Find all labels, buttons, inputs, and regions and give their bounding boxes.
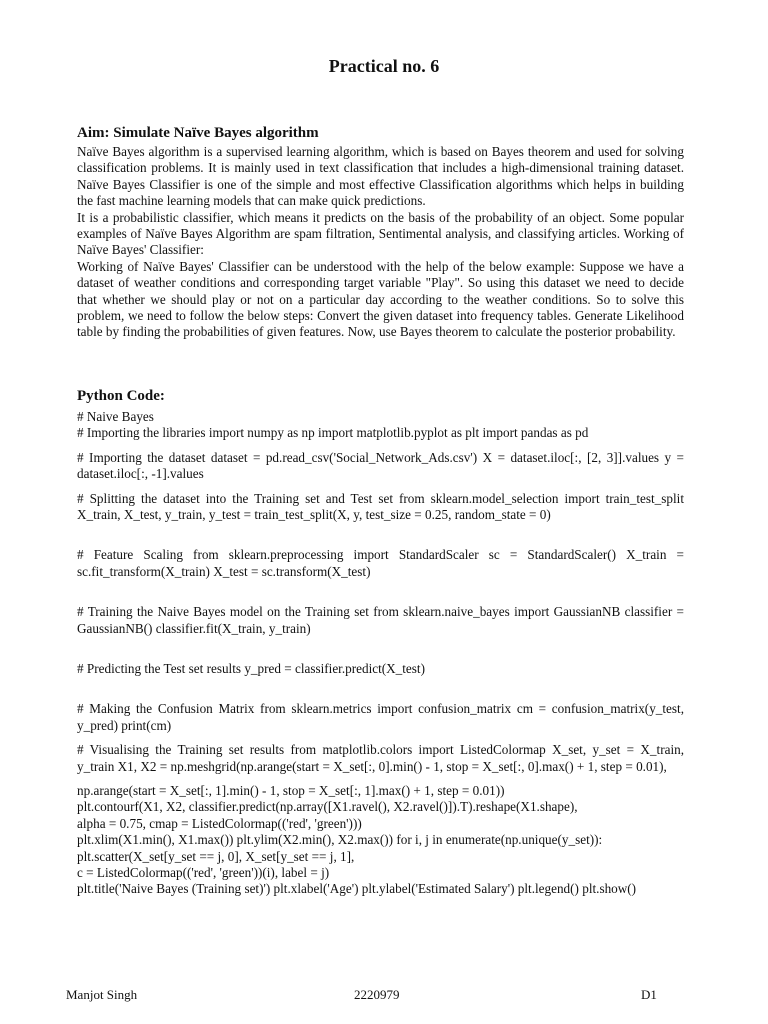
code-plot-line: alpha = 0.75, cmap = ListedColormap(('red', 'green'))): [77, 815, 362, 831]
code-plot-line: plt.title('Naive Bayes (Training set)') plt.xlabel('Age') plt.ylabel('Estimated Salary') plt.legend() plt.show(): [77, 881, 637, 897]
aim-paragraph-3: Working of Naïve Bayes' Classifier can be understood with the help of the below example: Suppose we have a dataset of weather conditions and corresponding target variable "Play". So using this dataset we need to decide that whether we should play or not on a particular day according to the weather conditions. So to solve this problem, we need to follow the below steps: Convert the given dataset into frequency tables. Generate Likelihood table by finding the probabilities of given features. Now, use Bayes theorem to calculate the posterior probability.: [77, 258, 684, 340]
aim-heading: Aim: Simulate Naïve Bayes algorithm: [77, 125, 319, 141]
code-split-dataset: # Splitting the dataset into the Training set and Test set from sklearn.model_selection import train_test_split X_train, X_test, y_train, y_test = train_test_split(X, y, test_size = 0.25, random_state = 0): [77, 490, 684, 522]
page-title: Practical no. 6: [328, 56, 440, 76]
code-import-libraries: # Importing the libraries import numpy as np import matplotlib.pyplot as plt import pandas as pd: [77, 425, 589, 441]
code-predict: # Predicting the Test set results y_pred = classifier.predict(X_test): [77, 660, 425, 676]
footer-division: D1: [641, 987, 657, 1002]
document-body: [77, 124, 684, 898]
code-plot-line: c = ListedColormap(('red', 'green'))(i), label = j): [77, 865, 330, 880]
footer-roll-number: 2220979: [354, 987, 400, 1002]
code-confusion-matrix: # Making the Confusion Matrix from sklearn.metrics import confusion_matrix cm = confusion_matrix(y_test, y_pred) print(cm): [77, 701, 684, 733]
code-plot-block: [77, 783, 684, 898]
code-plot-line: np.arange(start = X_set[:, 1].min() - 1, stop = X_set[:, 1].max() + 1, step = 0.01)): [77, 782, 505, 798]
aim-paragraph-1: Naïve Bayes algorithm is a supervised learning algorithm, which is based on Bayes theorem and used for solving classification problems. It is mainly used in text classification that includes a high-dimensional training dataset. Naïve Bayes Classifier is one of the simple and most effective Classification algorithms which helps in building the fast machine learning models that can make quick predictions.: [77, 144, 684, 209]
footer-student-name: Manjot Singh: [66, 987, 138, 1002]
code-plot-line: plt.scatter(X_set[y_set == j, 0], X_set[y_set == j, 1],: [77, 848, 355, 864]
code-visualising: # Visualising the Training set results from matplotlib.colors import ListedColormap X_set, y_set = X_train, y_train X1, X2 = np.meshgrid(np.arange(start = X_set[:, 0].min() - 1, stop = X_set[:, 0].max() + 1, step = 0.01),: [77, 742, 684, 774]
code-comment-naive-bayes: # Naive Bayes: [77, 408, 154, 424]
aim-paragraph-2: It is a probabilistic classifier, which means it predicts on the basis of the probability of an object. Some popular examples of Naïve Bayes Algorithm are spam filtration, Sentimental analysis, and classifying articles. Working of Naïve Bayes' Classifier:: [77, 209, 684, 258]
code-training: # Training the Naive Bayes model on the Training set from sklearn.naive_bayes import GaussianNB classifier = GaussianNB() classifier.fit(X_train, y_train): [77, 604, 684, 636]
code-plot-line: plt.contourf(X1, X2, classifier.predict(np.array([X1.ravel(), X2.ravel()]).T).reshape(X1.shape),: [77, 799, 578, 815]
code-plot-line: plt.xlim(X1.min(), X1.max()) plt.ylim(X2.min(), X2.max()) for i, j in enumerate(np.unique(y_set)):: [77, 832, 603, 848]
code-import-dataset: # Importing the dataset dataset = pd.read_csv('Social_Network_Ads.csv') X = dataset.iloc[:, [2, 3]].values y = dataset.iloc[:, -1].values: [77, 449, 684, 482]
code-feature-scaling: # Feature Scaling from sklearn.preprocessing import StandardScaler sc = StandardScaler() X_train = sc.fit_transform(X_train) X_test = sc.transform(X_test): [77, 547, 684, 579]
code-heading: Python Code:: [77, 387, 165, 404]
